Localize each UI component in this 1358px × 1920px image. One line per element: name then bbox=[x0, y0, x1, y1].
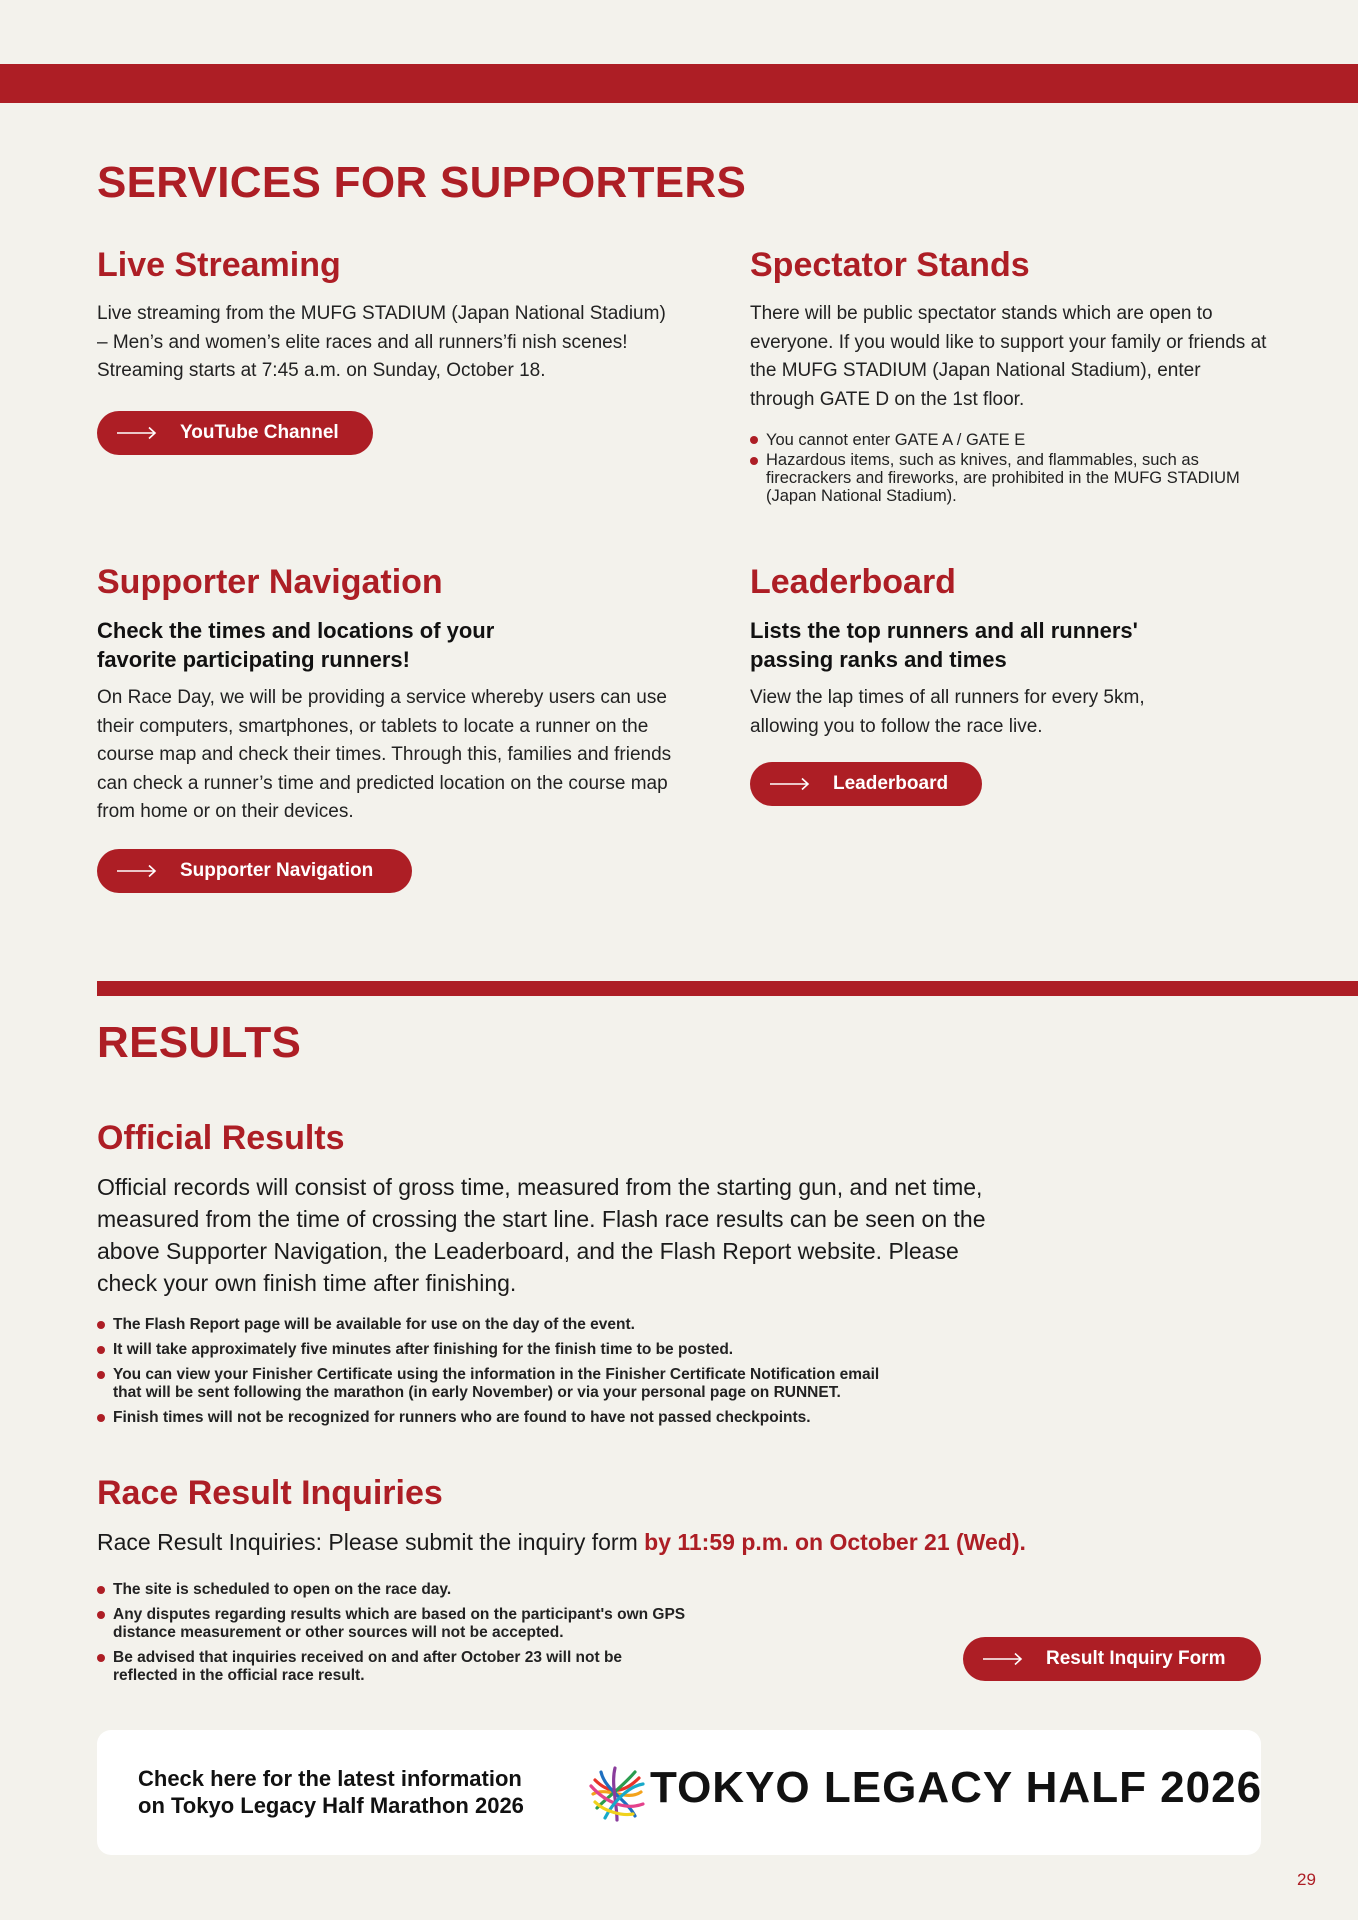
list-item: Any disputes regarding results which are based on the participant's own GPS distance measurement or other sources will not be accepted. bbox=[97, 1606, 687, 1642]
list-item: Be advised that inquiries received on and after October 23 will not be reflected in the official race result. bbox=[97, 1649, 687, 1685]
spectator-stands-body: There will be public spectator stands which are open to everyone. If you would like to support your family or friends at the MUFG STADIUM (Japan National Stadium), enter through GATE D on the 1st floor. bbox=[750, 303, 1267, 410]
arrow-right-icon bbox=[983, 1652, 1023, 1666]
arrow-right-icon bbox=[117, 864, 157, 878]
tokyo-legacy-half-logo-icon bbox=[587, 1764, 647, 1824]
arrow-right-icon bbox=[770, 777, 810, 791]
list-item: You can view your Finisher Certificate using the information in the Finisher Certificate Notification email that will be sent following the marathon (in early November) or via your personal page on RUNNET. bbox=[97, 1366, 907, 1402]
inquiry-deadline: by 11:59 p.m. on October 21 (Wed). bbox=[644, 1529, 1026, 1555]
official-results-notes bbox=[97, 1316, 907, 1434]
list-item: The site is scheduled to open on the race day. bbox=[97, 1581, 687, 1599]
youtube-channel-button[interactable] bbox=[97, 411, 373, 455]
supporter-navigation-button[interactable] bbox=[97, 849, 412, 893]
list-item: The Flash Report page will be available for use on the day of the event. bbox=[97, 1316, 907, 1334]
race-result-inquiries-title: Race Result Inquiries bbox=[97, 1474, 443, 1512]
section-divider-bar bbox=[97, 981, 1358, 996]
info-box-text: Check here for the latest information on Tokyo Legacy Half Marathon 2026 bbox=[138, 1766, 524, 1818]
page-number: 29 bbox=[1297, 1870, 1316, 1889]
leaderboard-body: View the lap times of all runners for every 5km, allowing you to follow the race live. bbox=[750, 687, 1145, 737]
list-item: Hazardous items, such as knives, and flammables, such as firecrackers and fireworks, are prohibited in the MUFG STADIUM (Japan National Stadium). bbox=[750, 451, 1260, 505]
live-streaming-body: Live streaming from the MUFG STADIUM (Japan National Stadium) – Men’s and women’s elite races and all runners’fi nish scenes! Streaming starts at 7:45 a.m. on Sunday, October 18. bbox=[97, 303, 666, 381]
arrow-right-icon bbox=[117, 426, 157, 440]
list-item: You cannot enter GATE A / GATE E bbox=[750, 430, 1260, 450]
services-heading: SERVICES FOR SUPPORTERS bbox=[97, 158, 747, 207]
youtube-channel-label: YouTube Channel bbox=[180, 422, 339, 443]
leaderboard-button[interactable] bbox=[750, 762, 982, 806]
official-results-title: Official Results bbox=[97, 1119, 345, 1157]
inquiries-notes bbox=[97, 1581, 687, 1692]
results-heading: RESULTS bbox=[97, 1018, 302, 1067]
inquiries-lead bbox=[97, 1526, 1197, 1558]
inquiries-lead-text: Race Result Inquiries: Please submit the inquiry form bbox=[97, 1529, 645, 1555]
supporter-navigation-label: Supporter Navigation bbox=[180, 860, 374, 881]
official-results-body: Official records will consist of gross time, measured from the starting gun, and net time, measured from the time of crossing the start line. Flash race results can be seen on the above Supporter Navigation, the Leaderboard, and the Flash Report website. Please check your own finish time after finishing. bbox=[97, 1174, 986, 1296]
top-accent-bar bbox=[0, 64, 1358, 103]
result-inquiry-form-button[interactable] bbox=[963, 1637, 1261, 1681]
list-item: It will take approximately five minutes after finishing for the finish time to be posted. bbox=[97, 1341, 907, 1359]
tokyo-legacy-half-info-box[interactable] bbox=[97, 1730, 1261, 1855]
tokyo-legacy-half-logo-text: TOKYO LEGACY HALF 2026 bbox=[650, 1763, 1263, 1812]
leaderboard-subtitle: Lists the top runners and all runners' passing ranks and times bbox=[750, 618, 1138, 672]
supporter-navigation-subtitle: Check the times and locations of your favorite participating runners! bbox=[97, 618, 495, 672]
live-streaming-title: Live Streaming bbox=[97, 246, 341, 284]
supporter-navigation-title: Supporter Navigation bbox=[97, 563, 443, 601]
supporter-navigation-body: On Race Day, we will be providing a service whereby users can use their computers, smartphones, or tablets to locate a runner on the course map and check their times. Through this, families and friends can check a runner’s time and predicted location on the course map from home or on their devices. bbox=[97, 687, 672, 822]
list-item: Finish times will not be recognized for runners who are found to have not passed checkpoints. bbox=[97, 1409, 907, 1427]
result-inquiry-form-label: Result Inquiry Form bbox=[1046, 1648, 1226, 1669]
leaderboard-title: Leaderboard bbox=[750, 563, 956, 601]
spectator-stands-title: Spectator Stands bbox=[750, 246, 1030, 284]
spectator-stands-notes bbox=[750, 430, 1260, 506]
leaderboard-label: Leaderboard bbox=[833, 773, 949, 794]
